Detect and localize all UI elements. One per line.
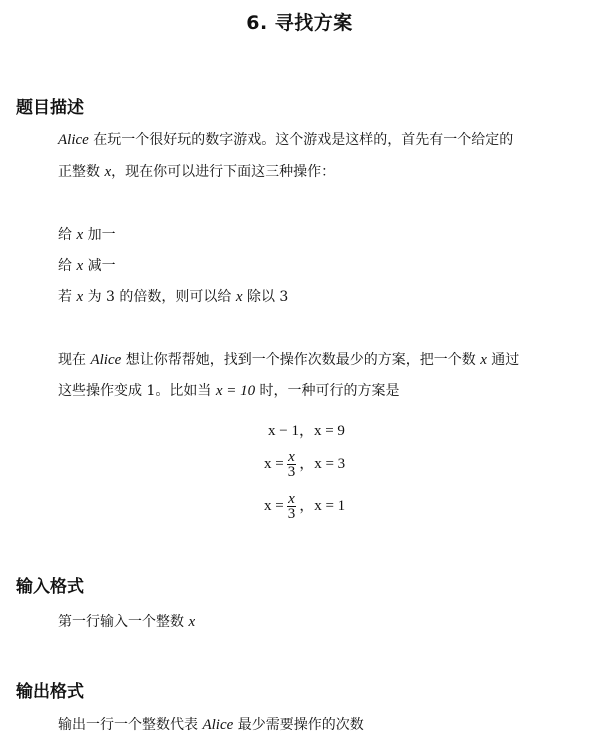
alice-name: Alice <box>202 717 234 733</box>
text: 输出一行一个整数代表 <box>58 717 203 733</box>
math-rhs: ，x = 1 <box>299 497 346 514</box>
fraction-numerator: x <box>288 449 295 465</box>
var-x: x <box>235 289 243 305</box>
text: 减一 <box>83 258 116 274</box>
text: 为 3 的倍数，则可以给 <box>83 289 236 305</box>
description-line-4 <box>58 381 400 401</box>
fraction <box>287 492 297 521</box>
var-x: x <box>480 352 487 368</box>
alice-name: Alice <box>58 132 89 148</box>
input-format-text <box>58 612 195 632</box>
text: ，现在你可以进行下面这三种操作： <box>111 164 336 180</box>
text: 现在 <box>58 352 91 368</box>
var-x: x <box>188 614 196 630</box>
text: 想让你帮帮她，找到一个操作次数最少的方案，把一个数 <box>121 352 481 368</box>
math-lhs: x = <box>264 497 284 514</box>
operation-2 <box>58 256 116 276</box>
section-heading-description: 题目描述 <box>16 98 84 118</box>
section-heading-output: 输出格式 <box>16 682 84 702</box>
operation-3 <box>58 287 288 307</box>
var-x: x <box>76 227 84 243</box>
text: 加一 <box>83 227 116 243</box>
fraction <box>287 450 297 479</box>
var-x: x <box>76 258 84 274</box>
text: 在玩一个很好玩的数字游戏。这个游戏是这样的，首先有一个给定的 <box>88 132 514 148</box>
text: 除以 3 <box>242 289 289 305</box>
fraction-denominator: 3 <box>287 464 296 480</box>
math-lhs: x = <box>264 455 284 472</box>
fraction-numerator: x <box>288 491 295 507</box>
text: 第一行输入一个整数 <box>58 614 189 630</box>
text: 最少需要操作的次数 <box>233 717 364 733</box>
fraction-denominator: 3 <box>287 506 296 522</box>
page-title: 6. 寻找方案 <box>246 12 353 34</box>
text: 时，一种可行的方案是 <box>255 383 400 399</box>
alice-name: Alice <box>90 352 122 368</box>
section-heading-input: 输入格式 <box>16 577 84 597</box>
math-line-1: x − 1，x = 9 <box>268 423 345 439</box>
description-line-1 <box>58 130 513 150</box>
text: 给 <box>58 258 77 274</box>
operation-1 <box>58 225 116 245</box>
math-rhs: ，x = 3 <box>299 455 346 472</box>
text: 若 <box>58 289 77 305</box>
math-line-3 <box>264 492 345 521</box>
math-line-2 <box>264 450 345 479</box>
text: 正整数 <box>58 164 105 180</box>
text: 通过 <box>486 352 520 368</box>
text: 给 <box>58 227 77 243</box>
equation-inline: x = 10 <box>215 383 256 399</box>
description-line-2 <box>58 162 335 182</box>
output-format-text <box>58 715 364 735</box>
text: 这些操作变成 1。比如当 <box>58 383 216 399</box>
description-line-3 <box>58 350 519 370</box>
var-x: x <box>104 164 112 180</box>
var-x: x <box>76 289 84 305</box>
